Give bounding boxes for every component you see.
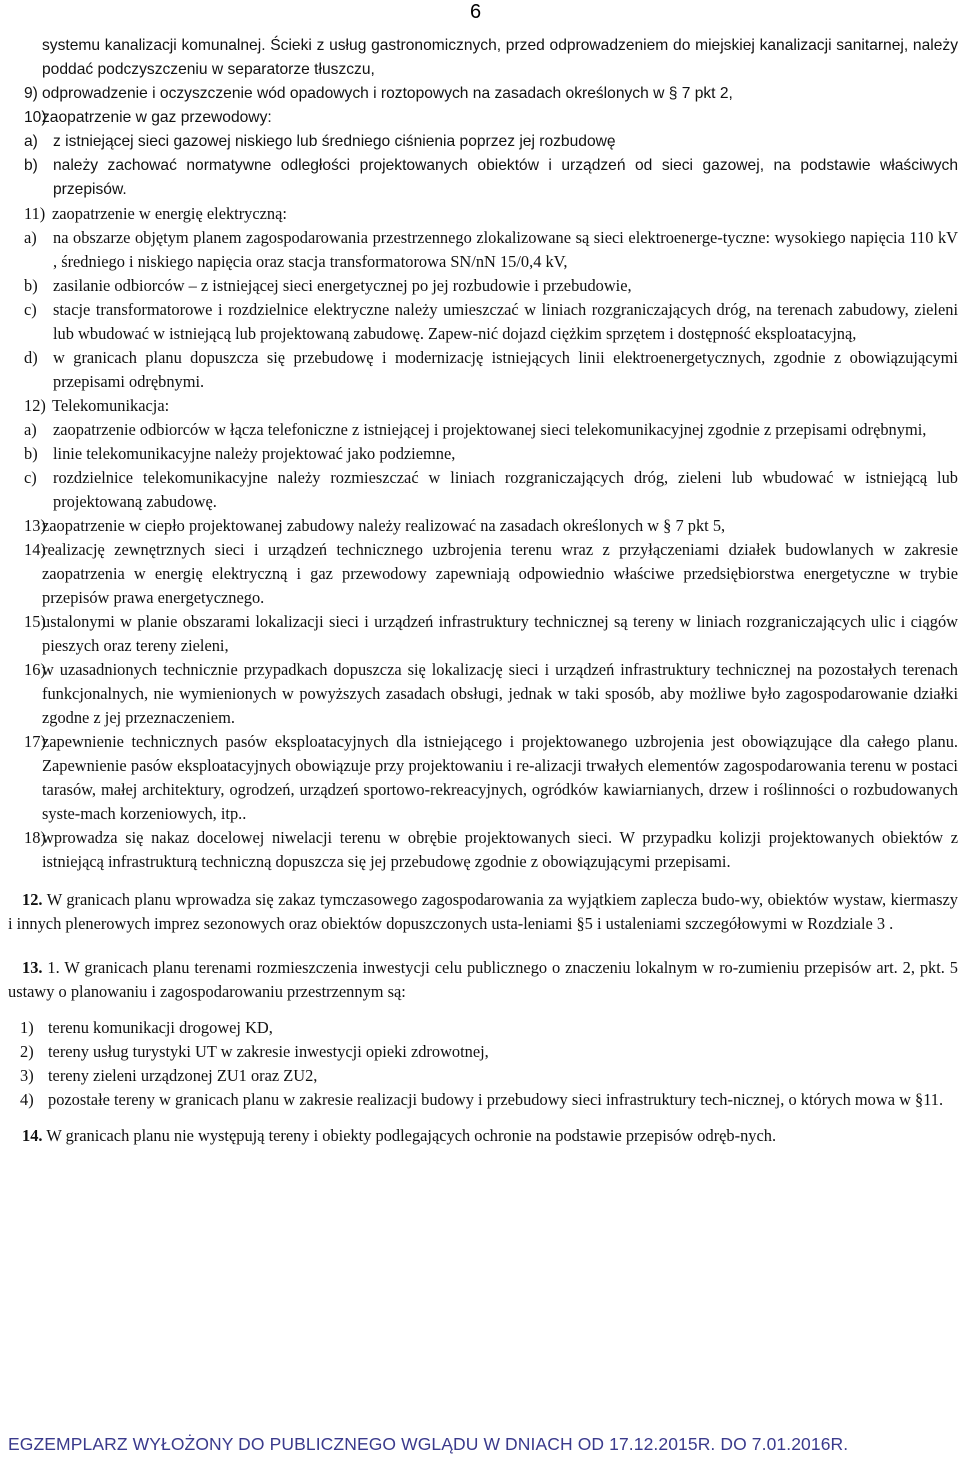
sub-item-10b (8, 154, 958, 202)
enum-item-3 (8, 1064, 958, 1088)
enum-item-1 (8, 1016, 958, 1040)
sub-item-12a (8, 418, 958, 442)
list-item-15 (8, 610, 958, 658)
item-text: tereny usług turystyki UT w zakresie inwestycji opieki zdrowotnej, (48, 1042, 489, 1061)
list-item-11 (8, 202, 958, 226)
sub-item-12b (8, 442, 958, 466)
list-item-18 (8, 826, 958, 874)
section-14 (8, 1124, 958, 1148)
list-item-12 (8, 394, 958, 418)
sub-item-text: linie telekomunikacyjne należy projektować jako podziemne, (53, 444, 456, 463)
item-number: 14) (24, 540, 46, 559)
sub-item-text: z istniejącej sieci gazowej niskiego lub średniego ciśnienia poprzez jej rozbudowę (53, 133, 616, 150)
item-number: 2) (20, 1042, 34, 1061)
sub-item-letter: b) (24, 276, 38, 295)
item-number: 16) (24, 660, 46, 679)
sub-item-letter: b) (24, 157, 38, 174)
list-item-17 (8, 730, 958, 826)
sub-item-letter: c) (24, 300, 37, 319)
sub-item-text: na obszarze objętym planem zagospodarowania przestrzennego zlokalizowane są sieci elektroenerge-tyczne: wysokiego napięcia 110 kV , średniego i niskiego napięcia oraz stacja transformatorowa SN/nN 15/0,4 kV, (53, 228, 958, 271)
section-text: W granicach planu wprowadza się zakaz tymczasowego zagospodarowania za wyjątkiem zaplecza budo-wy, obiektów wystaw, kiermaszy i innych plenerowych imprez sezonowych oraz obiektów dopuszczonych usta-leniami §5 i ustaleniami szczegółowymi w Rozdziale 3 . (8, 890, 958, 933)
sub-item-text: należy zachować normatywne odległości projektowanych obiektów i urządzeń od sieci gazowej, na podstawie właściwych przepisów. (53, 157, 958, 198)
item-text: pozostałe tereny w granicach planu w zakresie realizacji budowy i przebudowy sieci infrastruktury tech-nicznej, o których mowa w §11. (48, 1090, 944, 1109)
item-number: 4) (20, 1090, 34, 1109)
list-item-14 (8, 538, 958, 610)
sub-item-11c (8, 298, 958, 346)
sub-item-11b (8, 274, 958, 298)
item-text: odprowadzenie i oczyszczenie wód opadowych i roztopowych na zasadach określonych w § 7 pkt 2, (42, 85, 733, 102)
sub-item-letter: a) (24, 133, 38, 150)
item-text: w uzasadnionych technicznie przypadkach dopuszcza się lokalizację sieci i urządzeń infrastruktury technicznej na pozostałych terenach funkcjonalnych, nie wymienionych w powyższych zasadach obsługi, jednak w taki sposób, aby możliwe było zagospodarowanie działki zgodne z jej przeznaczeniem. (42, 660, 958, 727)
sub-item-11a (8, 226, 958, 274)
item-text: ustalonymi w planie obszarami lokalizacji sieci i urządzeń infrastruktury technicznej są tereny w liniach rozgraniczających ulic i ciągów pieszych oraz tereny zieleni, (42, 612, 958, 655)
item-number: 11) (24, 204, 46, 223)
section-13 (8, 956, 958, 1004)
item-text: realizację zewnętrznych sieci i urządzeń technicznego uzbrojenia terenu wraz z przyłączeniami działek budowlanych w zakresie zaopatrzenia w energię elektryczną i gaz przewodowy zapewniają odpowiednio właściwe przedsiębiorstwa energetyczne w trybie przepisów prawa energetycznego. (42, 540, 958, 607)
item-number: 9) (24, 85, 38, 102)
item-text: zapewnienie technicznych pasów eksploatacyjnych dla istniejącego i projektowanego uzbrojenia jest obowiązujące dla całego planu. Zapewnienie pasów eksploatacyjnych obowiązuje przy projektowaniu i re-alizacji trwałych elementów zagospodarowania terenu w postaci tarasów, małej architektury, ogrodzeń, urządzeń sportowo-rekreacyjnych, ogródków kawiarnianych, drzew i roślinności o rozbudowanych syste-mach korzeniowych, itp.. (42, 732, 958, 823)
sub-item-text: stacje transformatorowe i rozdzielnice elektryczne należy umieszczać w liniach rozgraniczających dróg, na terenach zabudowy, zieleni lub wbudować w istniejącą lub projektowaną zabudowę. Zapew-nić dojazd ciężkim sprzętem i dostępność eksploatacyjną, (53, 300, 958, 343)
sub-item-letter: c) (24, 468, 37, 487)
sub-item-letter: b) (24, 444, 38, 463)
sub-item-12c (8, 466, 958, 514)
page-number: 6 (470, 1, 482, 23)
section-text: W granicach planu nie występują tereny i obiekty podlegających ochronie na podstawie przepisów odręb-nych. (46, 1126, 777, 1145)
enum-item-4 (8, 1088, 958, 1112)
list-item-13 (8, 514, 958, 538)
document-body (8, 34, 958, 1148)
item-text: zaopatrzenie w energię elektryczną: (52, 204, 287, 223)
sub-item-text: w granicach planu dopuszcza się przebudowę i modernizację istniejących linii elektroenergetycznych, zgodnie z obowiązującymi przepisami odrębnymi. (53, 348, 958, 391)
item-number: 3) (20, 1066, 34, 1085)
section-label: 14. (22, 1126, 43, 1145)
sub-item-letter: a) (24, 228, 37, 247)
intro-paragraph: systemu kanalizacji komunalnej. Ścieki z usług gastronomicznych, przed odprowadzeniem do miejskiej kanalizacji sanitarnej, należy poddać podczyszczeniu w separatorze tłuszczu, (42, 37, 958, 78)
sub-item-text: zasilanie odbiorców – z istniejącej sieci energetycznej po jej rozbudowie i przebudowie, (53, 276, 632, 295)
item-number: 15) (24, 612, 46, 631)
item-number: 18) (24, 828, 46, 847)
item-text: terenu komunikacji drogowej KD, (48, 1018, 273, 1037)
item-text: zaopatrzenie w ciepło projektowanej zabudowy należy realizować na zasadach określonych w § 7 pkt 5, (42, 516, 726, 535)
section-label: 12. (22, 890, 43, 909)
item-text: zaopatrzenie w gaz przewodowy: (42, 109, 272, 126)
sub-item-letter: a) (24, 420, 37, 439)
item-number: 10) (24, 109, 47, 126)
section-12 (8, 888, 958, 936)
item-number: 12) (24, 396, 46, 415)
item-number: 1) (20, 1018, 34, 1037)
sub-item-11d (8, 346, 958, 394)
item-text: tereny zieleni urządzonej ZU1 oraz ZU2, (48, 1066, 318, 1085)
section-label: 13. (22, 958, 43, 977)
item-number: 17) (24, 732, 46, 751)
sub-item-text: rozdzielnice telekomunikacyjne należy rozmieszczać w liniach rozgraniczających dróg, zieleni lub wbudować w istniejącą lub projektowaną zabudowę. (53, 468, 958, 511)
footer-notice: EGZEMPLARZ WYŁOŻONY DO PUBLICZNEGO WGLĄDU W DNIACH OD 17.12.2015R. DO 7.01.2016R. (8, 1434, 849, 1454)
item-text: Telekomunikacja: (52, 396, 170, 415)
list-item-9 (8, 82, 958, 106)
sub-item-text: zaopatrzenie odbiorców w łącza telefoniczne z istniejącej i projektowanej sieci telekomunikacyjnej zgodnie z przepisami odrębnymi, (53, 420, 927, 439)
list-item-16 (8, 658, 958, 730)
item-number: 13) (24, 516, 46, 535)
sub-item-10a (8, 130, 958, 154)
list-item-10 (8, 106, 958, 130)
enum-item-2 (8, 1040, 958, 1064)
section-text: 1. W granicach planu terenami rozmieszczenia inwestycji celu publicznego o znaczeniu lokalnym w ro-zumieniu przepisów art. 2, pkt. 5 ustawy o planowaniu i zagospodarowaniu przestrzennym są: (8, 958, 958, 1001)
sub-item-letter: d) (24, 348, 38, 367)
item-text: wprowadza się nakaz docelowej niwelacji terenu w obrębie projektowanych sieci. W przypadku kolizji projektowanych obiektów z istniejącą infrastrukturą techniczną dopuszcza się jej przebudowę zgodnie z obowiązującymi przepisami. (42, 828, 958, 871)
